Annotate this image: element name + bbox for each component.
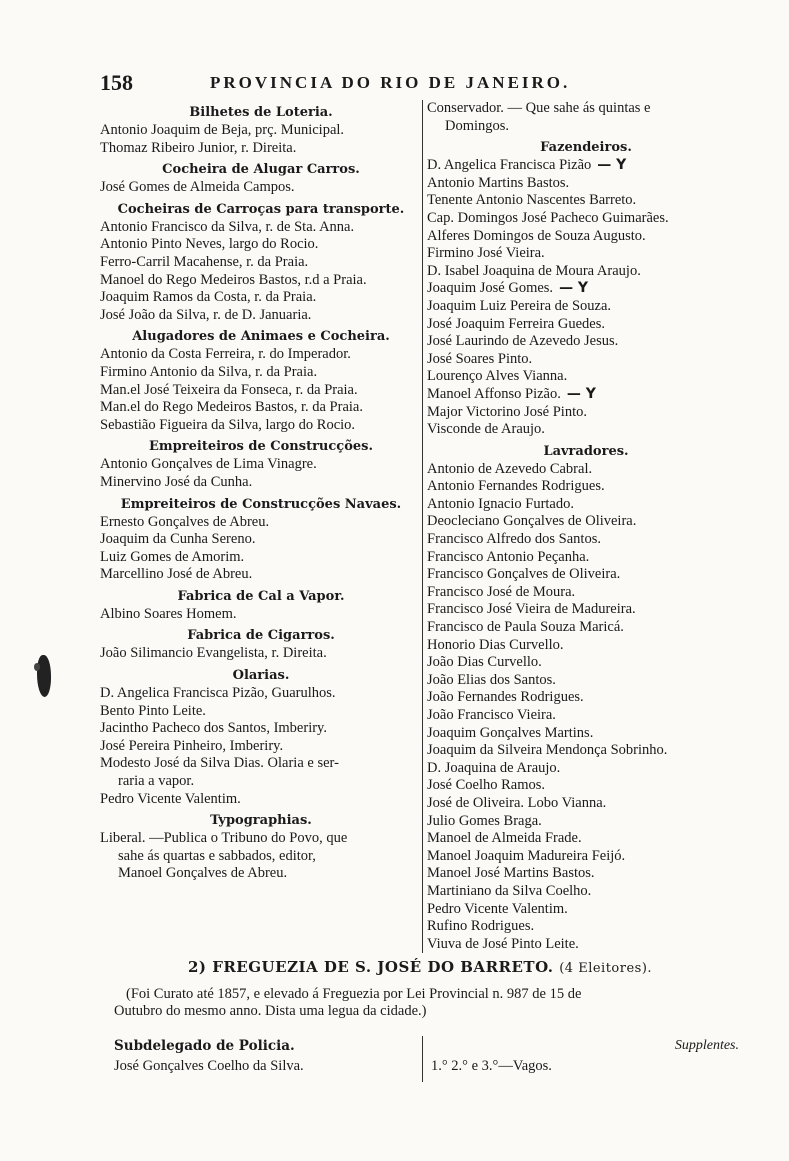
list-entry bbox=[427, 637, 745, 655]
entry-text: Empreiteiros de Construcções Navaes. bbox=[120, 496, 402, 512]
list-entry bbox=[427, 725, 745, 743]
list-entry bbox=[100, 720, 422, 738]
entry-continuation bbox=[427, 118, 745, 136]
supplentes-block bbox=[422, 1036, 749, 1082]
page-header bbox=[100, 70, 740, 96]
list-entry bbox=[427, 566, 745, 584]
list-entry bbox=[427, 918, 745, 936]
entry-text: Martiniano da Silva Coelho. bbox=[427, 882, 592, 899]
entry-text: sahe ás quartas e sabbados, editor, bbox=[118, 847, 316, 864]
entry-text: Pedro Vicente Valentim. bbox=[100, 790, 241, 807]
list-entry bbox=[100, 456, 422, 474]
entry-text: D. Angelica Francisca Pizão bbox=[427, 157, 592, 174]
entry-text: Alugadores de Animaes e Cocheira. bbox=[132, 329, 390, 345]
entry-text: Tenente Antonio Nascentes Barreto. bbox=[427, 192, 637, 209]
list-entry bbox=[427, 100, 745, 118]
list-entry bbox=[427, 742, 745, 760]
list-entry bbox=[100, 219, 422, 237]
entry-text: Conservador. — Que sahe ás quintas e bbox=[427, 100, 651, 116]
entry-text: Manoel Joaquim Madureira Feijó. bbox=[427, 847, 626, 864]
entry-text: Manoel José Martins Bastos. bbox=[427, 865, 595, 882]
list-entry bbox=[427, 883, 745, 901]
handwritten-mark: — Y bbox=[566, 385, 596, 402]
entry-text: José Pereira Pinheiro, Imberiry. bbox=[100, 737, 284, 754]
list-entry bbox=[100, 549, 422, 567]
list-entry bbox=[427, 584, 745, 602]
entry-continuation bbox=[100, 773, 422, 791]
entry-text: Cap. Domingos José Pacheco Guimarães. bbox=[427, 209, 669, 226]
entry-text: Luiz Gomes de Amorim. bbox=[100, 548, 245, 565]
list-entry bbox=[100, 703, 422, 721]
entry-text: Visconde de Araujo. bbox=[427, 421, 545, 438]
section-heading bbox=[100, 495, 422, 514]
list-entry bbox=[427, 689, 745, 707]
entry-text: Antonio da Costa Ferreira, r. do Imperador. bbox=[100, 346, 351, 363]
entry-text: José Joaquim Ferreira Guedes. bbox=[427, 315, 605, 332]
entry-text: D. Joaquina de Araujo. bbox=[427, 759, 561, 776]
list-entry bbox=[427, 760, 745, 778]
entry-text: Olarias. bbox=[232, 668, 290, 684]
entry-text: Bento Pinto Leite. bbox=[100, 702, 206, 719]
freguezia-title bbox=[100, 958, 740, 976]
list-entry bbox=[100, 685, 422, 703]
list-entry bbox=[100, 514, 422, 532]
list-entry bbox=[427, 280, 745, 298]
entry-text: José Coelho Ramos. bbox=[427, 777, 546, 794]
entry-text: Lavradores. bbox=[543, 443, 629, 459]
entry-text: Firmino Antonio da Silva, r. da Praia. bbox=[100, 363, 318, 380]
list-entry bbox=[427, 263, 745, 281]
entry-text: Thomaz Ribeiro Junior, r. Direita. bbox=[100, 139, 297, 156]
entry-text: Pedro Vicente Valentim. bbox=[427, 900, 568, 917]
section-heading bbox=[100, 811, 422, 830]
supplentes-heading: Supplentes. bbox=[674, 1038, 739, 1053]
list-entry bbox=[100, 755, 422, 773]
freguezia-note-line1: (Foi Curato até 1857, e elevado á Freguezia por Lei Provincial n. 987 de 15 de bbox=[126, 986, 582, 1002]
list-entry bbox=[427, 333, 745, 351]
list-entry bbox=[427, 707, 745, 725]
entry-text: Francisco José Vieira de Madureira. bbox=[427, 601, 636, 618]
entry-text: Joaquim da Silveira Mendonça Sobrinho. bbox=[427, 742, 668, 759]
entry-text: Manoel Gonçalves de Abreu. bbox=[118, 865, 288, 882]
entry-text: José João da Silva, r. de D. Januaria. bbox=[100, 306, 312, 323]
list-entry bbox=[427, 421, 745, 439]
entry-text: Francisco de Paula Souza Maricá. bbox=[427, 619, 624, 636]
section-heading bbox=[100, 200, 422, 219]
entry-text: Joaquim Ramos da Costa, r. da Praia. bbox=[100, 289, 317, 306]
list-entry bbox=[100, 140, 422, 158]
entry-text: Modesto José da Silva Dias. Olaria e ser- bbox=[100, 755, 339, 772]
entry-text: Minervino José da Cunha. bbox=[100, 473, 253, 490]
entry-text: Empreiteiros de Construcções. bbox=[149, 439, 373, 455]
entry-text: José Gomes de Almeida Campos. bbox=[100, 179, 295, 196]
entry-text: José Laurindo de Azevedo Jesus. bbox=[427, 333, 619, 350]
entry-text: Antonio Ignacio Furtado. bbox=[427, 495, 574, 512]
list-entry bbox=[427, 795, 745, 813]
entry-text: Joaquim Luiz Pereira de Souza. bbox=[427, 297, 612, 314]
list-entry bbox=[100, 645, 422, 663]
list-entry bbox=[100, 606, 422, 624]
list-entry bbox=[427, 404, 745, 422]
list-entry bbox=[100, 417, 422, 435]
entry-text: Manoel Affonso Pizão. bbox=[427, 385, 561, 402]
ink-blot-small bbox=[34, 663, 40, 671]
page-number: 158 bbox=[100, 70, 133, 95]
list-entry bbox=[100, 531, 422, 549]
entry-text: Honorio Dias Curvello. bbox=[427, 636, 564, 653]
entry-text: Julio Gomes Braga. bbox=[427, 812, 542, 829]
list-entry bbox=[100, 382, 422, 400]
list-entry bbox=[427, 619, 745, 637]
entry-text: Domingos. bbox=[445, 117, 510, 134]
list-entry bbox=[100, 346, 422, 364]
section-heading bbox=[427, 442, 745, 461]
list-entry bbox=[427, 496, 745, 514]
subdelegado-heading: Subdelegado de Policia. bbox=[114, 1038, 295, 1054]
entry-text: Sebastião Figueira da Silva, largo do Rocio. bbox=[100, 416, 356, 433]
list-entry bbox=[100, 399, 422, 417]
entry-text: Major Victorino José Pinto. bbox=[427, 403, 587, 420]
list-entry bbox=[427, 901, 745, 919]
entry-text: João Elias dos Santos. bbox=[427, 671, 556, 688]
list-entry bbox=[427, 368, 745, 386]
entry-text: João Francisco Vieira. bbox=[427, 707, 556, 723]
list-entry bbox=[100, 566, 422, 584]
list-entry bbox=[427, 157, 745, 175]
list-entry bbox=[427, 386, 745, 404]
entry-text: Rufino Rodrigues. bbox=[427, 918, 535, 935]
list-entry bbox=[427, 830, 745, 848]
entry-text: Antonio Francisco da Silva, r. de Sta. Anna. bbox=[100, 218, 355, 235]
entry-text: Antonio Pinto Neves, largo do Rocio. bbox=[100, 236, 319, 253]
entry-text: Bilhetes de Loteria. bbox=[189, 105, 333, 120]
entry-text: Manoel do Rego Medeiros Bastos, r.d a Praia. bbox=[100, 271, 367, 288]
list-entry bbox=[100, 272, 422, 290]
list-entry bbox=[427, 298, 745, 316]
entry-text: D. Angelica Francisca Pizão, Guarulhos. bbox=[100, 685, 336, 702]
entry-text: Typographias. bbox=[210, 813, 312, 829]
list-entry bbox=[427, 316, 745, 334]
entry-text: Cocheiras de Carroças para transporte. bbox=[117, 201, 405, 217]
list-entry bbox=[427, 601, 745, 619]
section-heading bbox=[100, 437, 422, 456]
section-heading bbox=[100, 327, 422, 346]
list-entry bbox=[100, 364, 422, 382]
entry-text: Antonio Fernandes Rodrigues. bbox=[427, 478, 605, 495]
entry-text: Man.el José Teixeira da Fonseca, r. da Praia. bbox=[100, 381, 358, 398]
entry-text: Antonio Gonçalves de Lima Vinagre. bbox=[100, 456, 317, 473]
subdelegado-name: José Gonçalves Coelho da Silva. bbox=[114, 1058, 304, 1074]
list-entry bbox=[100, 830, 422, 848]
handwritten-mark: — Y bbox=[597, 157, 627, 174]
entry-text: Deocleciano Gonçalves de Oliveira. bbox=[427, 513, 637, 530]
entry-text: Antonio Martins Bastos. bbox=[427, 174, 570, 191]
freguezia-name: 2) FREGUEZIA DE S. JOSÉ DO BARRETO. bbox=[187, 958, 554, 976]
list-entry bbox=[427, 672, 745, 690]
list-entry bbox=[427, 865, 745, 883]
entry-text: João Dias Curvello. bbox=[427, 654, 542, 671]
entry-text: Fabrica de Cigarros. bbox=[187, 628, 335, 644]
entry-text: Antonio Joaquim de Beja, prç. Municipal. bbox=[100, 122, 345, 138]
list-entry bbox=[427, 936, 745, 954]
entry-continuation bbox=[100, 848, 422, 866]
list-entry bbox=[427, 210, 745, 228]
entry-text: Man.el do Rego Medeiros Bastos, r. da Praia. bbox=[100, 399, 363, 416]
entry-text: Alferes Domingos de Souza Augusto. bbox=[427, 227, 646, 244]
entry-text: Liberal. —Publica o Tribuno do Povo, que bbox=[100, 830, 348, 847]
entry-text: Manoel de Almeida Frade. bbox=[427, 830, 582, 847]
section-heading bbox=[100, 666, 422, 685]
list-entry bbox=[427, 549, 745, 567]
entry-text: Albino Soares Homem. bbox=[100, 605, 237, 622]
entry-text: Marcellino José de Abreu. bbox=[100, 566, 253, 583]
section-heading bbox=[100, 626, 422, 645]
list-entry bbox=[100, 254, 422, 272]
list-entry bbox=[100, 122, 422, 140]
entry-text: raria a vapor. bbox=[118, 773, 195, 790]
entry-text: D. Isabel Joaquina de Moura Araujo. bbox=[427, 262, 641, 279]
entry-text: Francisco Gonçalves de Oliveira. bbox=[427, 566, 621, 583]
section-heading bbox=[100, 587, 422, 606]
entry-text: Fabrica de Cal a Vapor. bbox=[177, 588, 345, 604]
list-entry bbox=[427, 777, 745, 795]
ink-blot bbox=[37, 655, 51, 697]
entry-text: João Silimancio Evangelista, r. Direita. bbox=[100, 645, 327, 662]
list-entry bbox=[427, 478, 745, 496]
supplentes-value: 1.° 2.° e 3.°—Vagos. bbox=[431, 1058, 552, 1074]
entry-text: Joaquim Gonçalves Martins. bbox=[427, 724, 594, 741]
list-entry bbox=[100, 179, 422, 197]
list-entry bbox=[427, 461, 745, 479]
list-entry bbox=[100, 236, 422, 254]
freguezia-section bbox=[100, 958, 740, 1020]
list-entry bbox=[427, 175, 745, 193]
entry-text: Antonio de Azevedo Cabral. bbox=[427, 460, 593, 477]
list-entry bbox=[427, 531, 745, 549]
list-entry bbox=[100, 474, 422, 492]
page-title: PROVINCIA DO RIO DE JANEIRO. bbox=[210, 73, 571, 92]
entry-continuation bbox=[100, 865, 422, 883]
list-entry bbox=[427, 513, 745, 531]
list-entry bbox=[100, 738, 422, 756]
section-heading bbox=[100, 160, 422, 179]
list-entry bbox=[427, 245, 745, 263]
right-column bbox=[422, 100, 745, 953]
left-column bbox=[100, 100, 422, 883]
list-entry bbox=[100, 307, 422, 325]
freguezia-note-line2: Outubro do mesmo anno. Dista uma legua da cidade.) bbox=[114, 1003, 427, 1019]
entry-text: Lourenço Alves Vianna. bbox=[427, 368, 568, 385]
list-entry bbox=[427, 848, 745, 866]
entry-text: José de Oliveira. Lobo Vianna. bbox=[427, 794, 607, 811]
entry-text: Firmino José Vieira. bbox=[427, 245, 545, 262]
entry-text: Ferro-Carril Macahense, r. da Praia. bbox=[100, 253, 309, 270]
section-heading bbox=[427, 138, 745, 157]
entry-text: João Fernandes Rodrigues. bbox=[427, 689, 584, 706]
list-entry bbox=[427, 192, 745, 210]
handwritten-mark: — Y bbox=[559, 280, 589, 297]
entry-text: Francisco José de Moura. bbox=[427, 583, 576, 600]
entry-text: Cocheira de Alugar Carros. bbox=[162, 162, 360, 178]
freguezia-electors: (4 Eleitores). bbox=[559, 961, 653, 976]
section-heading bbox=[100, 103, 422, 122]
entry-text: José Soares Pinto. bbox=[427, 350, 533, 367]
list-entry bbox=[427, 351, 745, 369]
list-entry bbox=[427, 228, 745, 246]
entry-text: Viuva de José Pinto Leite. bbox=[427, 935, 579, 952]
entry-text: Joaquim José Gomes. bbox=[427, 280, 554, 297]
list-entry bbox=[100, 289, 422, 307]
entry-text: Fazendeiros. bbox=[540, 140, 632, 156]
subdelegado-block bbox=[114, 1036, 414, 1076]
list-entry bbox=[100, 791, 422, 809]
entry-text: Joaquim da Cunha Sereno. bbox=[100, 531, 256, 548]
list-entry bbox=[427, 813, 745, 831]
entry-text: Francisco Antonio Peçanha. bbox=[427, 548, 590, 565]
entry-text: Ernesto Gonçalves de Abreu. bbox=[100, 513, 270, 530]
list-entry bbox=[427, 654, 745, 672]
entry-text: Jacintho Pacheco dos Santos, Imberiry. bbox=[100, 720, 327, 737]
entry-text: Francisco Alfredo dos Santos. bbox=[427, 531, 601, 548]
